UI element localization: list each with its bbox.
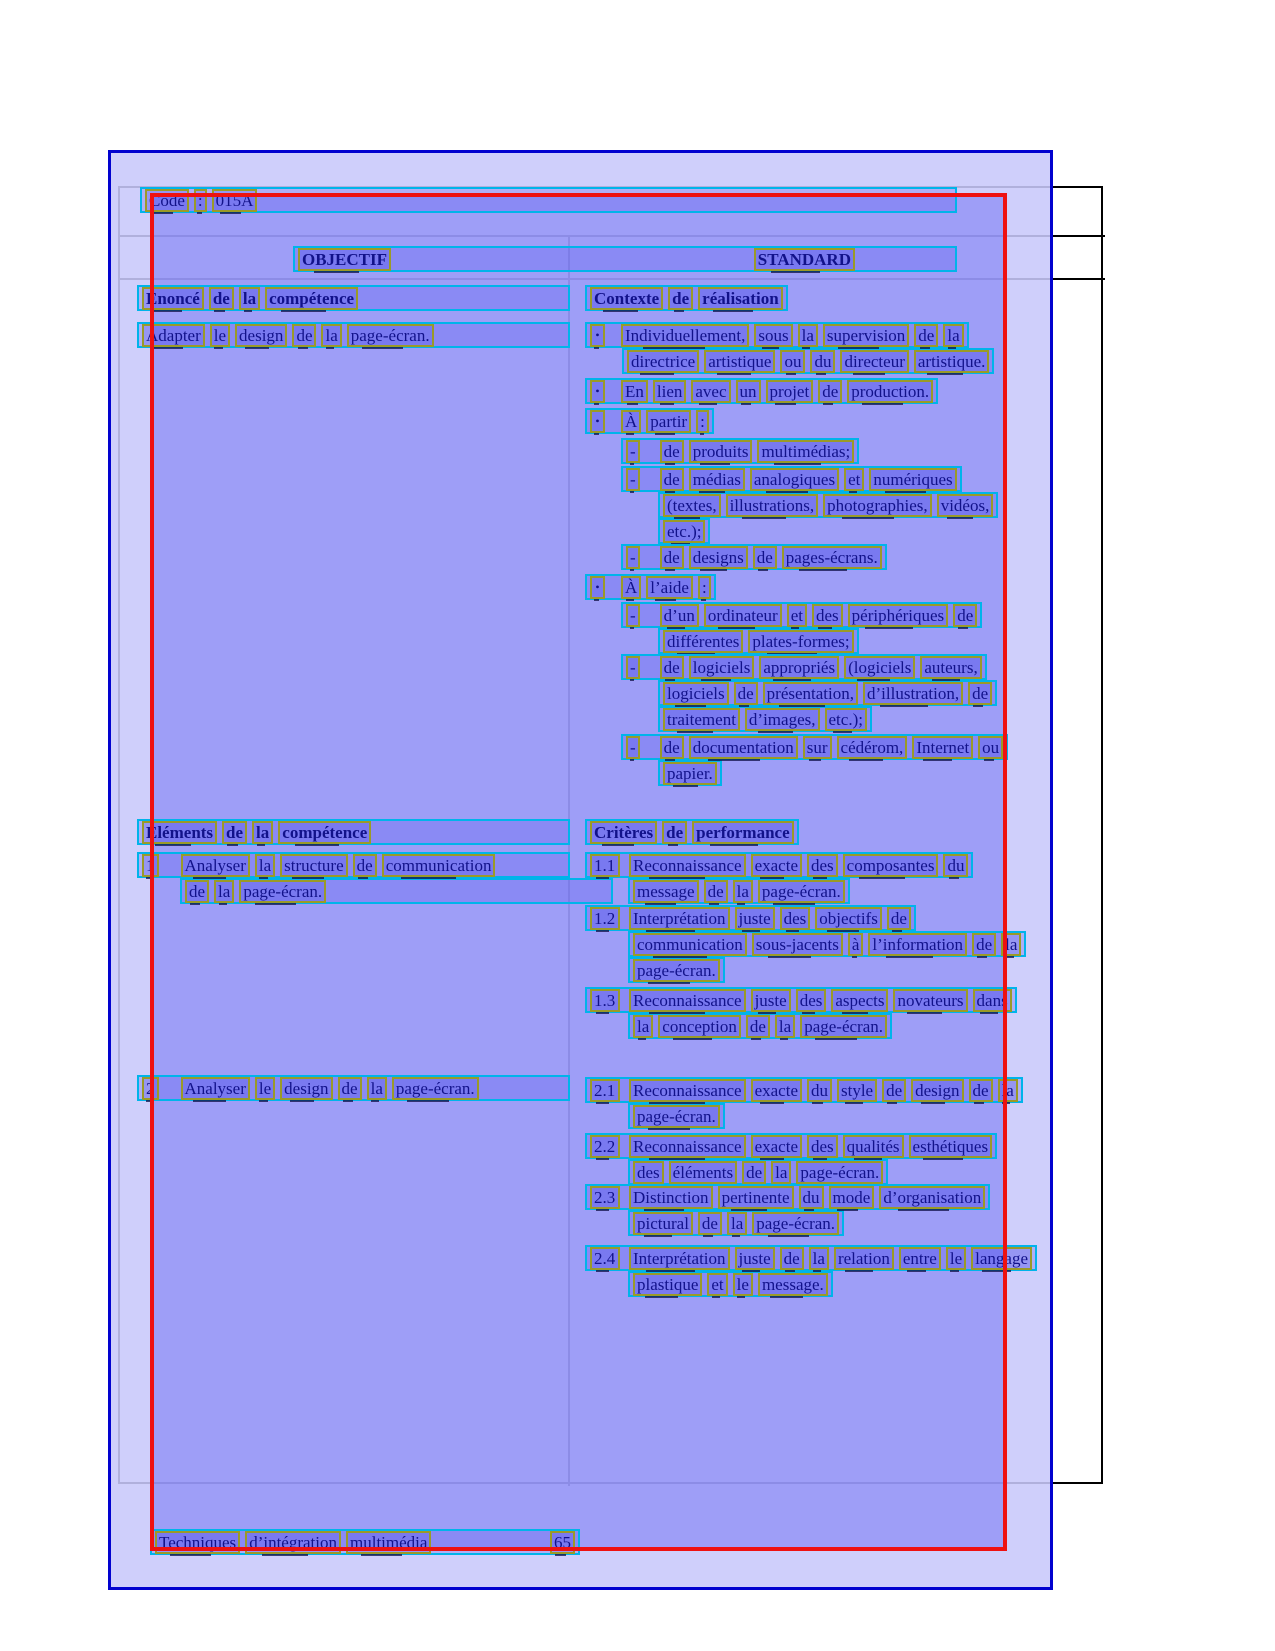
text-line (658, 518, 710, 544)
word-box: Eléments (142, 821, 217, 844)
word-box: Techniques (155, 1531, 240, 1554)
word-box: vidéos, (937, 494, 994, 517)
word-box: etc.); (825, 708, 867, 731)
word-box: À (621, 576, 641, 599)
word-box: la (727, 1212, 747, 1235)
word-box: performance (692, 821, 793, 844)
text-line (585, 1184, 990, 1210)
text-line (621, 734, 1008, 760)
text-line (622, 348, 994, 374)
text-line (628, 931, 1026, 957)
text-line (628, 1271, 833, 1297)
word-box: le (733, 1273, 753, 1296)
word-box: aspects (831, 989, 888, 1012)
text-block (585, 1245, 1037, 1297)
text-block (137, 819, 570, 845)
word-box: sur (803, 736, 832, 759)
text-line (628, 878, 850, 904)
list-marker: 2.1 (590, 1079, 620, 1102)
text-line (137, 1075, 570, 1101)
text-line (628, 1013, 892, 1039)
word-box: cédérom, (837, 736, 908, 759)
word-box: juste (735, 1247, 775, 1270)
word-box: de (222, 821, 247, 844)
word-box: médias (689, 468, 745, 491)
text-block (621, 602, 982, 654)
list-marker: 2.4 (590, 1247, 620, 1270)
word-box: de (660, 736, 684, 759)
word-box: un (736, 380, 761, 403)
word-box: la (1001, 933, 1021, 956)
word-box: documentation (689, 736, 798, 759)
column-headers-block (293, 246, 957, 272)
word-box: et (787, 604, 807, 627)
word-box: : (696, 410, 709, 433)
word-box: esthétiques (909, 1135, 993, 1158)
word-box: Internet (912, 736, 973, 759)
word-box: objectifs (815, 907, 882, 930)
word-box: (textes, (663, 494, 721, 517)
word-box: dans (973, 989, 1012, 1012)
word-box: la (798, 324, 818, 347)
list-marker: 2.3 (590, 1186, 620, 1209)
word-box: etc.); (663, 520, 705, 543)
word-box: de (742, 1161, 766, 1184)
word-box: design (235, 324, 287, 347)
word-box: la (943, 324, 963, 347)
word-box: compétence (265, 287, 358, 310)
text-line (658, 760, 722, 786)
word-box: Individuellement, (621, 324, 749, 347)
word-box: le (210, 324, 230, 347)
word-box: exacte (751, 854, 802, 877)
word-box: multimédia (346, 1531, 431, 1554)
list-marker: 2.2 (590, 1135, 620, 1158)
text-line (180, 878, 613, 904)
text-line (137, 819, 570, 845)
word-box: sous-jacents (752, 933, 843, 956)
word-box: de (818, 380, 842, 403)
word-box: l’aide (646, 576, 693, 599)
list-marker: 1.2 (590, 907, 620, 930)
word-box: la (255, 854, 275, 877)
word-box: de (660, 468, 684, 491)
word-box: des (780, 907, 811, 930)
text-line (621, 654, 987, 680)
word-box: ordinateur (704, 604, 782, 627)
list-marker: • (590, 410, 605, 433)
word-box: de (660, 546, 684, 569)
word-box: papier. (663, 762, 717, 785)
text-line (585, 574, 716, 600)
word-box: de (972, 933, 996, 956)
word-box: de (746, 1015, 770, 1038)
word-box: multimédias; (757, 440, 854, 463)
word-box: des (812, 604, 843, 627)
word-box: Reconnaissance (629, 989, 746, 1012)
word-box: page-écran. (758, 880, 845, 903)
word-box: Distinction (629, 1186, 713, 1209)
word-box: design (911, 1079, 963, 1102)
word-box: En (621, 380, 648, 403)
word-box: supervision (823, 324, 909, 347)
word-box: auteurs, (920, 656, 981, 679)
list-marker: - (626, 546, 640, 569)
word-box: éléments (669, 1161, 737, 1184)
word-box: page-écran. (347, 324, 434, 347)
word-box: juste (751, 989, 791, 1012)
word-box: structure (280, 854, 347, 877)
word-box: compétence (278, 821, 371, 844)
word-box: partir (646, 410, 691, 433)
word-box: design (280, 1077, 332, 1100)
page-number: 65 (550, 1531, 575, 1554)
word-box: : (194, 189, 207, 212)
word-box: pictural (633, 1212, 693, 1235)
text-line (585, 987, 1017, 1013)
word-box: réalisation (698, 287, 783, 310)
word-box: : (698, 576, 711, 599)
text-line (658, 706, 872, 732)
text-block (585, 285, 788, 311)
word-box: de (660, 440, 684, 463)
word-box: la (367, 1077, 387, 1100)
word-box: pages-écrans. (782, 546, 882, 569)
word-box: de (668, 287, 693, 310)
word-box: plates-formes; (748, 630, 853, 653)
word-box: la (775, 1015, 795, 1038)
list-marker: 1 (142, 854, 159, 877)
word-box: Enoncé (142, 287, 204, 310)
word-box: qualités (843, 1135, 904, 1158)
word-box: des (633, 1161, 664, 1184)
word-box: de (953, 604, 977, 627)
word-box: appropriés (759, 656, 839, 679)
word-box: du (810, 350, 835, 373)
word-box: Critères (590, 821, 657, 844)
list-marker: 1.3 (590, 989, 620, 1012)
word-box: avec (691, 380, 730, 403)
word-box: périphériques (848, 604, 949, 627)
word-box: le (255, 1077, 275, 1100)
word-box: mode (829, 1186, 875, 1209)
word-box: Reconnaissance (629, 1079, 746, 1102)
word-box: ou (780, 350, 805, 373)
word-box: présentation, (763, 682, 858, 705)
word-box: de (338, 1077, 362, 1100)
text-block (585, 987, 1017, 1039)
word-box: ou (978, 736, 1003, 759)
word-box: de (660, 656, 684, 679)
text-line (585, 819, 799, 845)
text-line (585, 378, 938, 404)
word-box: directeur (840, 350, 908, 373)
list-marker: - (626, 656, 640, 679)
word-box: de (968, 682, 992, 705)
word-box: Reconnaissance (629, 1135, 746, 1158)
text-block (585, 1077, 1023, 1129)
word-box: d’organisation (879, 1186, 985, 1209)
word-box: page-écran. (752, 1212, 839, 1235)
word-box: novateurs (893, 989, 967, 1012)
word-box: plastique (633, 1273, 702, 1296)
word-box: Analyser (181, 1077, 250, 1100)
word-box: et (707, 1273, 727, 1296)
list-marker: - (626, 604, 640, 627)
list-marker: • (590, 380, 605, 403)
word-box: la (809, 1247, 829, 1270)
list-marker: - (626, 736, 640, 759)
word-box: de (353, 854, 377, 877)
word-box: de (969, 1079, 993, 1102)
word-box: numériques (869, 468, 956, 491)
word-box: message. (758, 1273, 828, 1296)
word-box: traitement (663, 708, 740, 731)
word-box: logiciels (689, 656, 755, 679)
text-block (621, 544, 887, 570)
text-block (585, 1184, 990, 1236)
text-block (585, 322, 994, 374)
word-box: production. (847, 380, 933, 403)
word-box: du (807, 1079, 832, 1102)
word-box: page-écran. (239, 880, 326, 903)
word-box: de (780, 1247, 804, 1270)
text-line (137, 852, 570, 878)
word-box: de (887, 907, 911, 930)
text-block (137, 322, 570, 348)
text-line (658, 628, 859, 654)
text-block (585, 819, 799, 845)
word-box: page-écran. (796, 1161, 883, 1184)
text-block (585, 408, 714, 434)
word-box: artistique. (914, 350, 990, 373)
word-box: de (292, 324, 316, 347)
word-box: la (321, 324, 341, 347)
code-row-block (140, 187, 957, 213)
word-box: juste (735, 907, 775, 930)
text-line (150, 1529, 580, 1555)
text-block (137, 285, 570, 311)
text-line (140, 187, 957, 213)
text-line (628, 1159, 888, 1185)
text-line (585, 285, 788, 311)
text-line (628, 1103, 725, 1129)
column-header-standard: STANDARD (754, 248, 855, 271)
word-box: de (734, 682, 758, 705)
word-box: d’images, (745, 708, 820, 731)
word-box: entre (899, 1247, 941, 1270)
text-block (585, 574, 716, 600)
word-box: langage (971, 1247, 1032, 1270)
text-block (621, 466, 998, 544)
list-marker: 1.1 (590, 854, 620, 877)
text-line (585, 852, 973, 878)
word-box: de (882, 1079, 906, 1102)
text-line (585, 322, 969, 348)
word-box: (logiciels (844, 656, 915, 679)
word-box: artistique (704, 350, 775, 373)
word-box: le (946, 1247, 966, 1270)
word-box: la (214, 880, 234, 903)
word-box: exacte (751, 1079, 802, 1102)
text-block (621, 654, 997, 732)
text-block (137, 852, 570, 904)
text-block (585, 1133, 997, 1185)
text-line (628, 1210, 844, 1236)
word-box: produits (689, 440, 753, 463)
word-box: des (807, 854, 838, 877)
word-box: la (633, 1015, 653, 1038)
word-box: illustrations, (726, 494, 819, 517)
list-marker: 2 (142, 1077, 159, 1100)
word-box: page-écran. (800, 1015, 887, 1038)
word-box: Interprétation (629, 907, 730, 930)
text-block (585, 905, 1026, 983)
text-line (658, 492, 998, 518)
word-box: directrice (627, 350, 699, 373)
word-box: Analyser (181, 854, 250, 877)
text-line (585, 905, 916, 931)
text-line (621, 544, 887, 570)
word-box: la (771, 1161, 791, 1184)
word-box: conception (658, 1015, 741, 1038)
word-box: et (844, 468, 864, 491)
word-box: communication (633, 933, 747, 956)
text-line (621, 466, 962, 492)
word-box: d’illustration, (863, 682, 963, 705)
list-marker: • (590, 324, 605, 347)
word-box: relation (834, 1247, 894, 1270)
word-box: À (621, 410, 641, 433)
text-line (621, 438, 859, 464)
text-block (137, 1075, 570, 1101)
word-box: 015A (212, 189, 258, 212)
word-box: exacte (751, 1135, 802, 1158)
list-marker: - (626, 468, 640, 491)
word-box: de (753, 546, 777, 569)
word-box: de (209, 287, 234, 310)
word-box: de (704, 880, 728, 903)
text-line (585, 1245, 1037, 1271)
word-box: la (252, 821, 273, 844)
word-box: la (733, 880, 753, 903)
text-block (585, 852, 973, 904)
word-box: d’intégration (245, 1531, 341, 1554)
word-box: d’un (660, 604, 699, 627)
text-block (621, 734, 1008, 786)
word-box: logiciels (663, 682, 729, 705)
word-box: sous (754, 324, 792, 347)
footer-block (150, 1529, 580, 1555)
list-marker: • (590, 576, 605, 599)
word-box: photographies, (823, 494, 932, 517)
word-box: du (799, 1186, 824, 1209)
word-box: des (796, 989, 827, 1012)
text-line (585, 1077, 1023, 1103)
word-box: projet (766, 380, 814, 403)
text-line (137, 285, 570, 311)
text-line (621, 602, 982, 628)
word-box: style (837, 1079, 877, 1102)
word-box: analogiques (750, 468, 839, 491)
word-box: message (633, 880, 699, 903)
word-box: Reconnaissance (629, 854, 746, 877)
word-box: pertinente (718, 1186, 794, 1209)
word-box: à (848, 933, 864, 956)
list-marker: - (626, 440, 640, 463)
word-box: page-écran. (633, 959, 720, 982)
word-box: des (807, 1135, 838, 1158)
word-box: Code (145, 189, 189, 212)
text-line (658, 680, 997, 706)
word-box: de (662, 821, 687, 844)
text-block (585, 378, 938, 404)
text-line (137, 322, 570, 348)
word-box: lien (653, 380, 687, 403)
word-box: Contexte (590, 287, 663, 310)
column-header-objectif: OBJECTIF (298, 248, 391, 271)
word-box: page-écran. (633, 1105, 720, 1128)
word-box: composantes (843, 854, 939, 877)
word-box: de (914, 324, 938, 347)
word-box: du (943, 854, 968, 877)
word-box: designs (689, 546, 748, 569)
text-line (585, 1133, 997, 1159)
word-box: de (185, 880, 209, 903)
word-box: la (239, 287, 260, 310)
word-box: Adapter (142, 324, 205, 347)
text-line (628, 957, 725, 983)
text-block (621, 438, 859, 464)
word-box: page-écran. (392, 1077, 479, 1100)
word-box: l’information (868, 933, 967, 956)
word-box: différentes (663, 630, 743, 653)
word-box: la (998, 1079, 1018, 1102)
word-box: de (698, 1212, 722, 1235)
text-line (585, 408, 714, 434)
word-box: Interprétation (629, 1247, 730, 1270)
word-box: communication (382, 854, 496, 877)
text-line (293, 246, 957, 272)
